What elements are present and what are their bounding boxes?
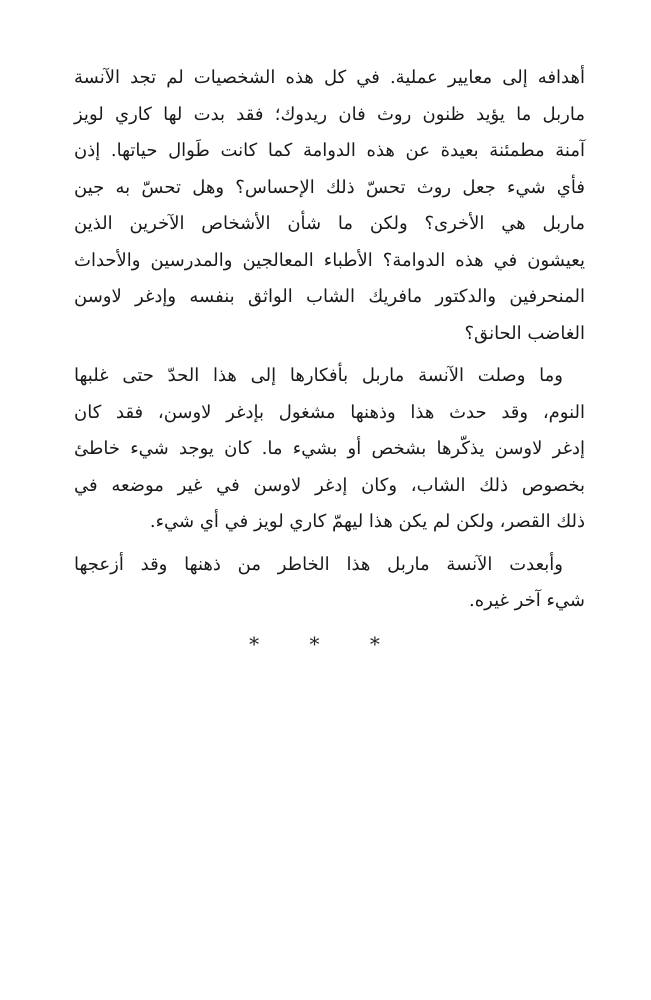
paragraph-1-line-6: يعيشون في هذه الدوامة؟ الأطباء المعالجين والمدرسين والأحداث [74,249,585,271]
paragraph-1-line-1: أهدافه إلى معايير عملية. في كل هذه الشخصيات لم تجد الآنسة [74,67,585,88]
paragraph-1-line-8: الغاضب الحانق؟ [464,322,585,344]
paragraph-2-line-5: ذلك القصر، ولكن لم يكن هذا ليهمّ كاري لويز في أي شيء. [149,511,585,532]
paragraph-2-line-1: وما وصلت الآنسة ماربل بأفكارها إلى هذا الحدّ حتى غلبها [74,365,563,386]
paragraph-2-line-3: إدغر لاوسن يذكّرها بشخص أو بشيء ما. كان يوجد شيء خاطئ [74,438,585,459]
paragraph-1-line-3: آمنة مطمئنة بعيدة عن هذه الدوامة كما كانت طَوال حياتها. إذن [74,140,585,161]
paragraph-1-line-5: ماربل هي الأخرى؟ ولكن ما شأن الأشخاص الآخرين الذين [74,213,585,234]
body-text [74,60,585,620]
paragraph-1-line-2: ماربل ما يؤيد ظنون روث فان ريدوك؛ فقد بدت لها كاري لويز [74,103,585,125]
paragraph-2-line-4: بخصوص ذلك الشاب، وكان إدغر لاوسن في غير موضعه في [74,474,585,496]
section-separator: * * * [249,632,402,656]
paragraph-1-line-7: المنحرفين والدكتور مافريك الشاب الواثق بنفسه وإدغر لاوسن [74,286,585,307]
paragraph-1-line-4: فأي شيء جعل روث تحسّ ذلك الإحساس؟ وهل تحسّ به جين [74,176,585,198]
paragraph-3-line-2: شيء آخر غيره. [469,590,585,611]
paragraph-2-line-2: النوم، وقد حدث هذا وذهنها مشغول بإدغر لاوسن، فقد كان [74,401,585,423]
paragraph-3-line-1: وأبعدت الآنسة ماربل هذا الخاطر من ذهنها وقد أزعجها [74,553,563,575]
